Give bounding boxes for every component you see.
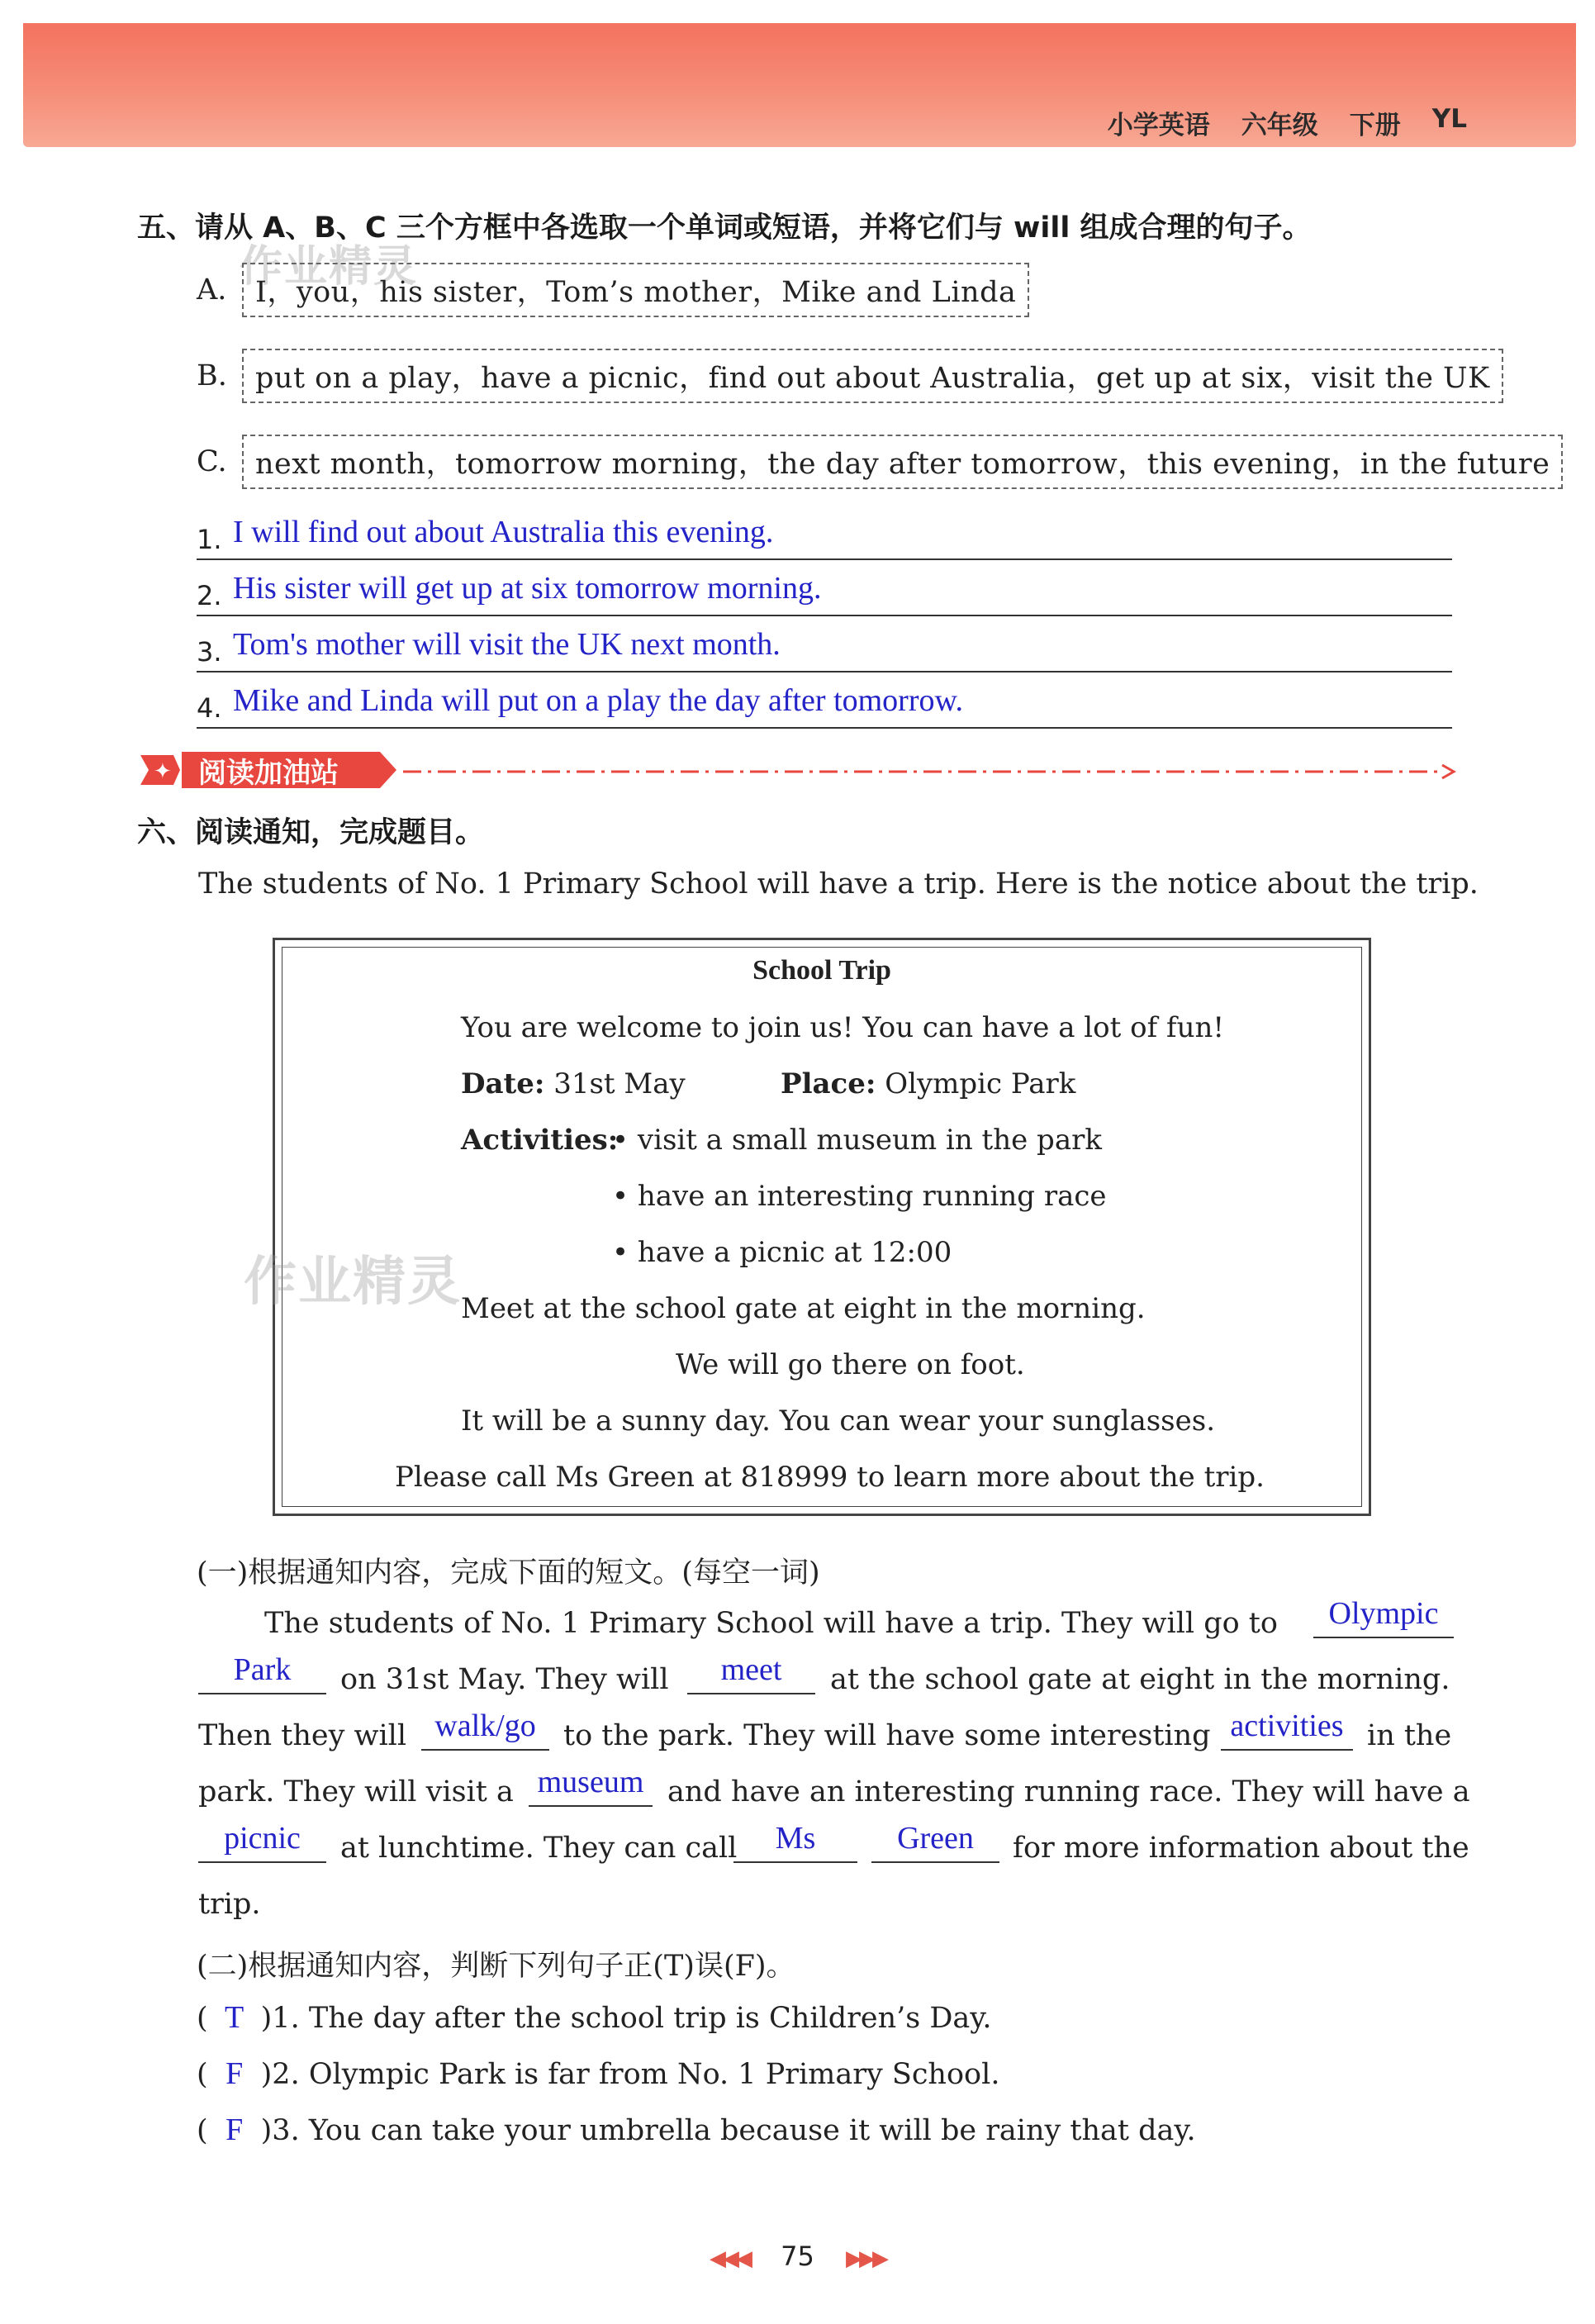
option-letter: A. <box>197 273 227 307</box>
cloze-blank <box>1221 1709 1353 1751</box>
tf-statement: Olympic Park is far from No. 1 Primary School. <box>308 2058 1000 2091</box>
cloze-line-5b: for more information about the <box>1013 1832 1469 1865</box>
answer-line <box>197 509 1452 560</box>
watermark-top: 作业精灵 <box>240 242 419 292</box>
option-box-c: next month，tomorrow morning，the day after tomorrow，this evening，in the future <box>242 435 1563 489</box>
left-arrows-icon: ◀◀◀ <box>709 2246 749 2271</box>
answer-text: I will find out about Australia this evening. <box>233 515 774 549</box>
tf-number: )3. <box>260 2114 300 2147</box>
section6-title: 六、阅读通知，完成题目。 <box>137 816 485 849</box>
blank-answer: activities <box>1230 1709 1344 1743</box>
answer-line <box>197 565 1452 616</box>
tf-number: )2. <box>260 2058 300 2091</box>
cloze-line-2a: on 31st May. They will <box>340 1663 669 1696</box>
tf-item: ( T )1. The day after the school trip is Children’s Day. <box>197 2000 992 2035</box>
cloze-blank <box>421 1709 549 1751</box>
notice-weather: It will be a sunny day. You can wear your sunglasses. <box>461 1404 1216 1438</box>
tf-answer: T <box>225 2000 244 2035</box>
ribbon-label: 阅读加油站 <box>198 757 339 790</box>
notice-box <box>273 938 1371 1516</box>
notice-place <box>781 1067 1075 1100</box>
cloze-line-3b: to the park. They will have some interesting <box>563 1719 1211 1752</box>
cloze-line-1: The students of No. 1 Primary School will have a trip. They will go to <box>264 1607 1278 1640</box>
place-value: Olympic Park <box>885 1067 1076 1100</box>
date-value: 31st May <box>553 1067 686 1100</box>
blank-answer: meet <box>720 1652 782 1687</box>
blank-answer: picnic <box>224 1821 301 1856</box>
right-arrows-icon: ▶▶▶ <box>846 2246 886 2271</box>
activities-label: Activities: <box>461 1124 619 1157</box>
page-footer <box>0 2241 1595 2272</box>
blank-answer: Green <box>897 1821 974 1856</box>
cloze-line-2b: at the school gate at eight in the morning. <box>830 1663 1450 1696</box>
option-letter: B. <box>197 359 227 392</box>
tf-item: ( F )2. Olympic Park is far from No. 1 Primary School. <box>197 2056 1000 2091</box>
cloze-line-4a: park. They will visit a <box>198 1775 514 1808</box>
cloze-blank <box>871 1822 999 1863</box>
place-label: Place: <box>781 1067 876 1100</box>
blank-answer: Ms <box>775 1821 816 1856</box>
part2-title: (二)根据通知内容，判断下列句子正(T)误(F)。 <box>197 1950 795 1983</box>
book-grade: 六年级 <box>1241 111 1318 140</box>
page-number: 75 <box>781 2241 814 2272</box>
answer-line <box>197 677 1452 729</box>
notice-date <box>461 1067 686 1100</box>
answer-text: His sister will get up at six tomorrow morning. <box>233 571 822 606</box>
answer-number: 4. <box>197 692 222 724</box>
cloze-line-4b: and have an interesting running race. They will have a <box>667 1775 1470 1808</box>
blank-answer: Olympic <box>1328 1596 1439 1631</box>
tf-statement: The day after the school trip is Children’s Day. <box>308 2002 992 2035</box>
cloze-blank <box>198 1822 326 1863</box>
svg-text:✦: ✦ <box>154 759 172 784</box>
option-row-a <box>197 263 1029 317</box>
book-volume: 下册 <box>1349 111 1401 140</box>
option-box-b: put on a play，have a picnic，find out about Australia，get up at six，visit the UK <box>242 349 1503 403</box>
watermark-middle: 作业精灵 <box>244 1252 462 1313</box>
option-row-c <box>197 435 1563 489</box>
answer-text: Mike and Linda will put on a play the day after tomorrow. <box>233 683 963 718</box>
cloze-blank <box>198 1653 326 1694</box>
cloze-line-5a: at lunchtime. They can call <box>340 1832 738 1865</box>
tf-number: )1. <box>260 2002 300 2035</box>
book-edition: YL <box>1431 104 1467 134</box>
option-letter: C. <box>197 445 227 478</box>
ribbon-dash-divider <box>403 763 1456 780</box>
activity-item: • visit a small museum in the park <box>612 1124 1102 1157</box>
notice-welcome: You are welcome to join us! You can have a lot of fun! <box>461 1011 1225 1044</box>
blank-answer: museum <box>537 1765 644 1799</box>
part1-title: (一)根据通知内容，完成下面的短文。(每空一词) <box>197 1556 820 1590</box>
answer-number: 3. <box>197 636 222 668</box>
blank-answer: walk/go <box>434 1709 536 1743</box>
cloze-blank <box>1313 1597 1454 1638</box>
cloze-blank <box>687 1653 815 1694</box>
answer-line <box>197 621 1452 672</box>
blank-answer: Park <box>233 1652 292 1687</box>
option-row-b <box>197 349 1503 403</box>
answer-text: Tom's mother will visit the UK next month. <box>233 627 781 662</box>
cloze-line-6: trip. <box>198 1888 261 1921</box>
option-box-a: I，you，his sister，Tom’s mother，Mike and Linda <box>242 263 1029 317</box>
cloze-line-3a: Then they will <box>198 1719 407 1752</box>
notice-meet: Meet at the school gate at eight in the morning. <box>461 1292 1146 1325</box>
book-info <box>1108 104 1467 141</box>
cloze-blank <box>733 1822 857 1863</box>
activity-item: • have a picnic at 12:00 <box>612 1236 952 1269</box>
tf-answer: F <box>225 2113 244 2147</box>
answer-number: 1. <box>197 524 222 555</box>
notice-transport: We will go there on foot. <box>676 1348 1025 1381</box>
book-subject: 小学英语 <box>1107 111 1210 140</box>
tf-statement: You can take your umbrella because it will be rainy that day. <box>308 2114 1196 2147</box>
answer-number: 2. <box>197 580 222 611</box>
notice-contact: Please call Ms Green at 818999 to learn more about the trip. <box>395 1461 1265 1494</box>
cloze-blank <box>529 1766 653 1807</box>
cloze-line-3c: in the <box>1367 1719 1452 1752</box>
activity-item: • have an interesting running race <box>612 1180 1107 1213</box>
date-label: Date: <box>461 1067 545 1100</box>
section6-intro: The students of No. 1 Primary School will have a trip. Here is the notice about the trip. <box>198 867 1479 901</box>
notice-title: School Trip <box>752 955 891 986</box>
tf-answer: F <box>225 2056 244 2091</box>
tf-item: ( F )3. You can take your umbrella because it will be rainy that day. <box>197 2113 1196 2147</box>
section5-title: 五、请从 A、B、C 三个方框中各选取一个单词或短语，并将它们与 will 组成合理的句子。 <box>137 211 1312 245</box>
